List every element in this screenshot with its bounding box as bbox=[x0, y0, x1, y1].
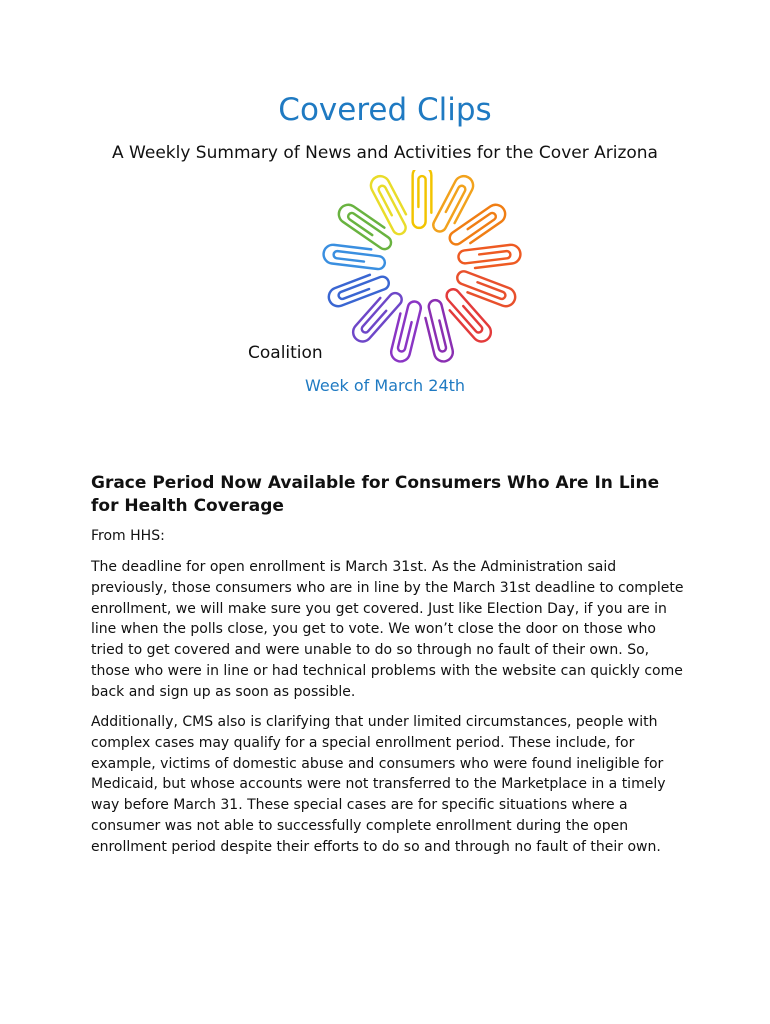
paperclip-icon bbox=[413, 170, 432, 228]
newsletter-title: Covered Clips bbox=[278, 92, 492, 128]
article-paragraph: Additionally, CMS also is clarifying that under limited circumstances, people with complex cases may qualify for a special enrollment period. These include, for example, victims of domestic abuse and consumers who were found ineligible for Medicaid, but whose accounts were not transferred to the Marketplace in a timely way before March 31. These special cases are for specific situations where a consumer was not able to successfully complete enrollment during the open enrollment period despite their efforts to do so and through no fault of their own. bbox=[91, 714, 666, 855]
paperclip-icon bbox=[389, 299, 422, 364]
article-paragraph: The deadline for open enrollment is March 31st. As the Administration said previously, those consumers who are in line by the March 31st deadline to complete enrollment, we will make sure you get covered. Just like Election Day, if you are in line when the polls close, you get to vote. We won’t close the door on those who tried to get covered and were unable to do so through no fault of their own. So, those who were in line or had technical problems with the website can quickly come back and sign up as soon as possible. bbox=[91, 559, 684, 700]
paperclip-icon bbox=[323, 244, 387, 270]
paperclip-icon bbox=[422, 299, 455, 364]
week-label: Week of March 24th bbox=[304, 376, 466, 395]
paperclip-icon bbox=[440, 287, 495, 346]
paperclip-icon bbox=[458, 244, 522, 270]
article-headline: Grace Period Now Available for Consumers Who Are In Line for Health Coverage bbox=[91, 473, 660, 516]
paperclip-icon bbox=[349, 287, 404, 346]
paperclip-ring-icon bbox=[318, 170, 538, 370]
article-source: From HHS: bbox=[91, 528, 165, 544]
paperclip-icon bbox=[453, 269, 518, 308]
coalition-label: Coalition bbox=[248, 343, 323, 363]
paperclip-icon bbox=[326, 269, 391, 308]
newsletter-subtitle: A Weekly Summary of News and Activities for the Cover Arizona bbox=[112, 143, 658, 163]
